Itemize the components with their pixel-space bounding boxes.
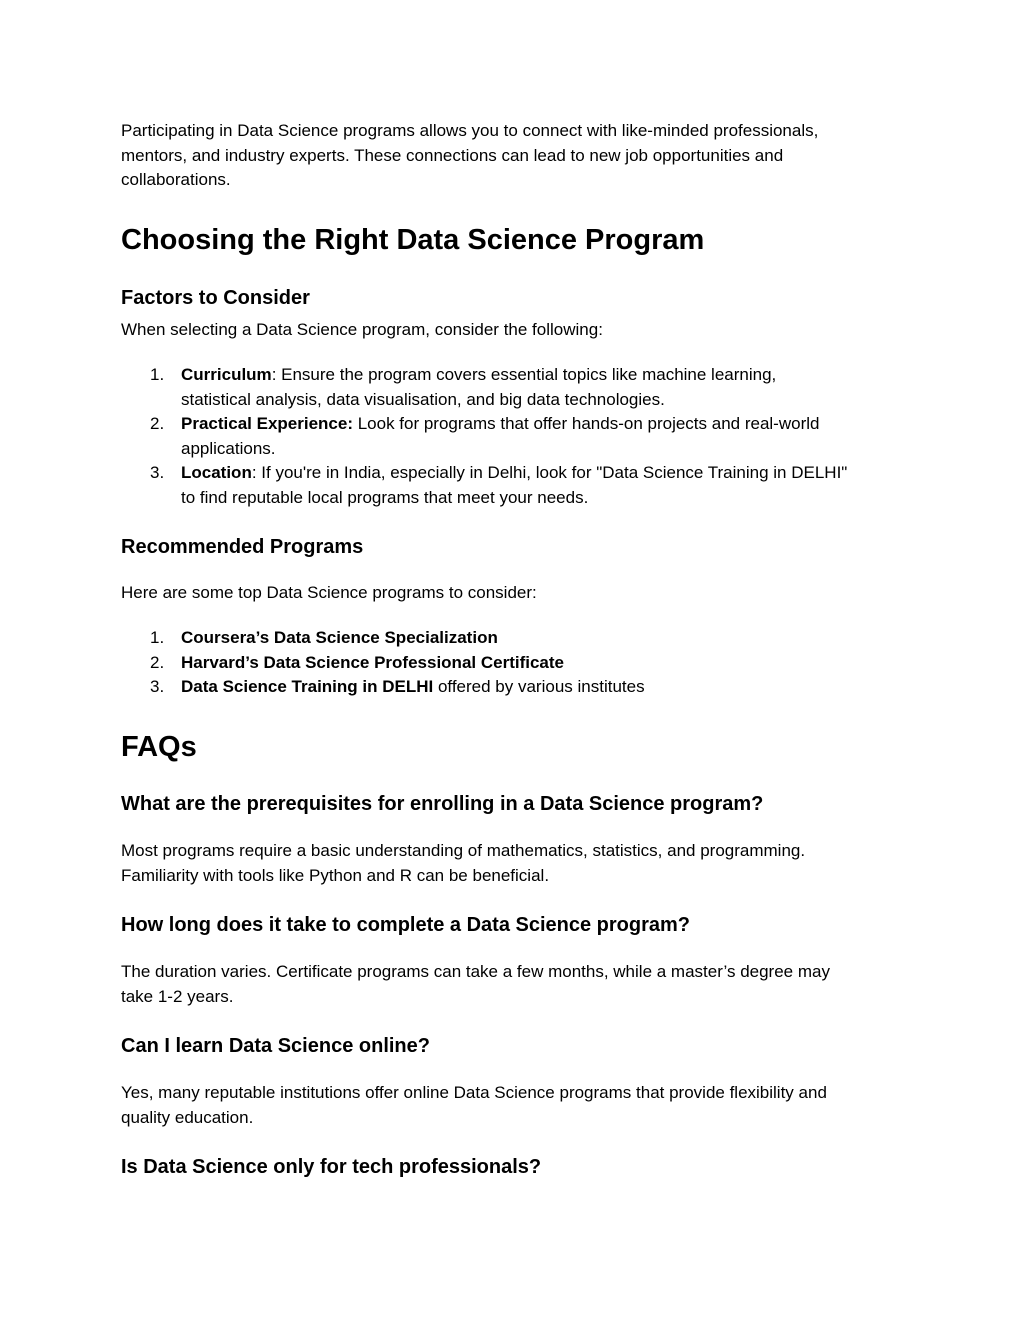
list-item-bold: Location — [181, 463, 252, 482]
faq-question: What are the prerequisites for enrolling in a Data Science program? — [121, 793, 764, 815]
list-item-text: statistical analysis, data visualisation, and big data technologies. — [181, 389, 665, 409]
list-item-bold: Curriculum — [181, 365, 272, 384]
recommended-list — [121, 626, 911, 700]
list-item-text: to find reputable local programs that meet your needs. — [181, 487, 589, 507]
list-item-bold: Data Science Training in DELHI — [181, 677, 434, 696]
list-item-text: applications. — [181, 438, 276, 458]
faq-question: Can I learn Data Science online? — [121, 1035, 430, 1057]
list-item — [121, 363, 911, 412]
list-item — [121, 626, 911, 651]
list-item — [121, 412, 911, 461]
section-heading-choosing: Choosing the Right Data Science Program — [121, 224, 705, 256]
faq-question: How long does it take to complete a Data Science program? — [121, 914, 691, 936]
intro-paragraph — [121, 119, 818, 193]
factors-list — [121, 363, 911, 510]
list-number: 1. — [150, 628, 165, 647]
list-item-text: : If you're in India, especially in Delhi, look for "Data Science Training in DELHI" — [251, 463, 848, 482]
intro-line: mentors, and industry experts. These connections can lead to new job opportunities and — [121, 145, 784, 165]
intro-line: collaborations. — [121, 170, 231, 189]
faq-answer-line: take 1-2 years. — [121, 986, 234, 1006]
list-item — [121, 461, 911, 510]
faq-answer-line: The duration varies. Certificate programs can take a few months, while a master’s degree may — [121, 962, 830, 981]
faq-answer — [121, 1081, 827, 1130]
list-item-bold: Harvard’s Data Science Professional Certificate — [181, 652, 564, 672]
faq-question: Is Data Science only for tech professionals? — [121, 1156, 542, 1178]
list-number: 2. — [150, 652, 165, 672]
recommended-intro: Here are some top Data Science programs to consider: — [121, 583, 537, 602]
faq-answer — [121, 839, 805, 888]
list-number: 1. — [150, 365, 165, 384]
list-item-text: Look for programs that offer hands-on projects and real-world — [352, 414, 820, 433]
list-item-bold: Coursera’s Data Science Specialization — [181, 628, 498, 647]
factors-intro: When selecting a Data Science program, consider the following: — [121, 320, 603, 339]
faq-answer-line: quality education. — [121, 1107, 254, 1127]
list-item — [121, 651, 911, 676]
faq-answer-line: Yes, many reputable institutions offer online Data Science programs that provide flexibility and — [121, 1083, 827, 1102]
faq-answer-line: Most programs require a basic understanding of mathematics, statistics, and programming. — [121, 841, 806, 860]
faq-answer-line: Familiarity with tools like Python and R can be beneficial. — [121, 865, 550, 885]
list-item-text: : Ensure the program covers essential topics like machine learning, — [271, 365, 777, 384]
list-number: 2. — [150, 414, 165, 433]
list-item — [121, 675, 911, 700]
list-item-text: offered by various institutes — [433, 677, 645, 696]
intro-line: Participating in Data Science programs allows you to connect with like-minded professionals, — [121, 121, 819, 140]
section-heading-faqs: FAQs — [121, 731, 197, 763]
faq-answer — [121, 960, 830, 1009]
subheading-factors: Factors to Consider — [121, 287, 310, 309]
list-item-bold: Practical Experience: — [181, 414, 353, 433]
list-number: 3. — [150, 677, 165, 696]
list-number: 3. — [150, 463, 165, 482]
subheading-recommended: Recommended Programs — [121, 536, 364, 558]
